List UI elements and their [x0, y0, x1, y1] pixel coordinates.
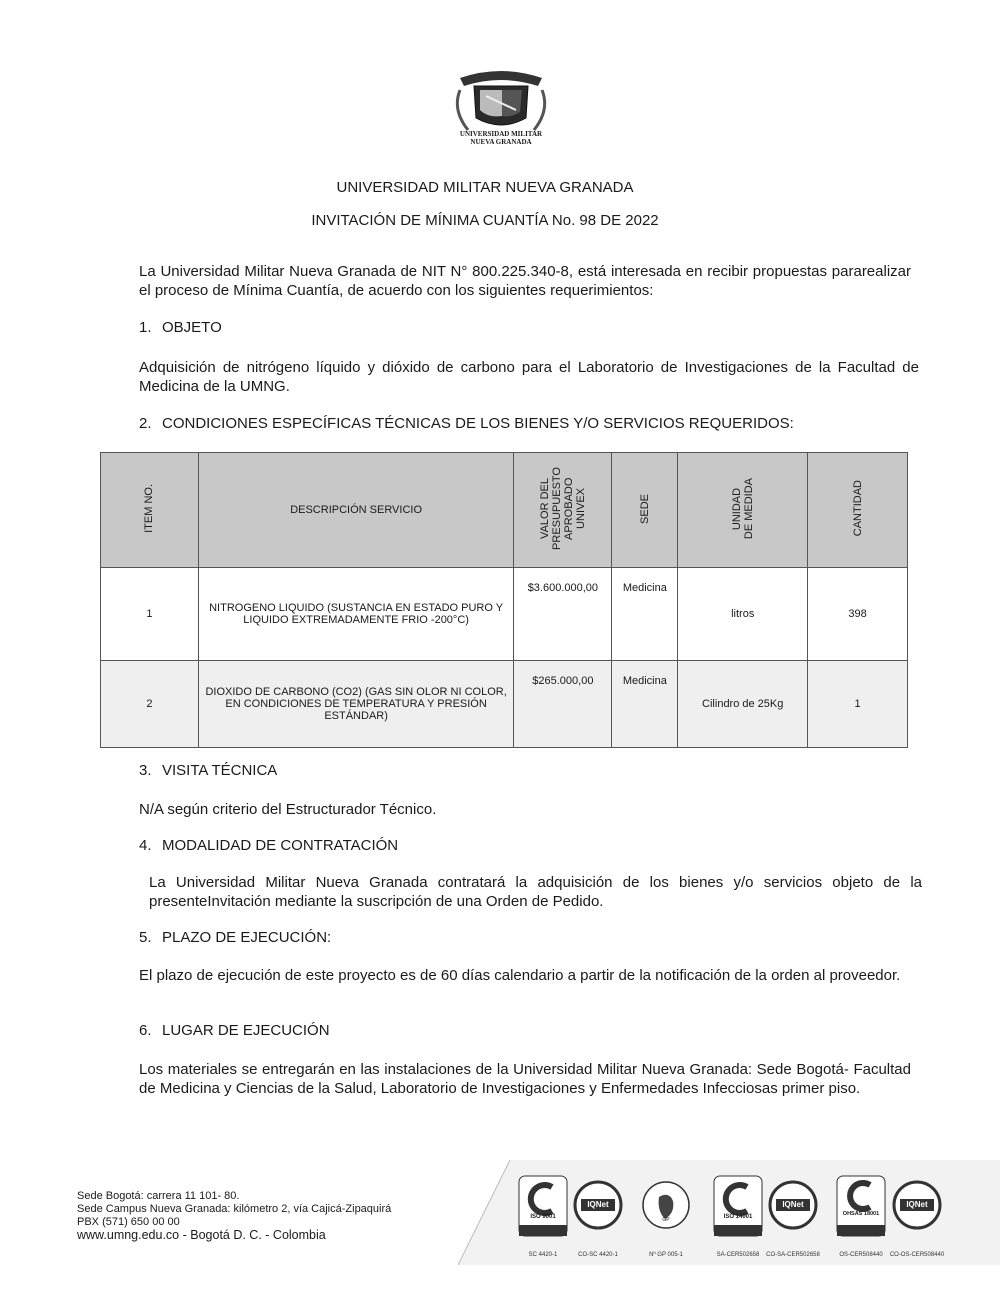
cell-unidad: litros	[678, 568, 808, 661]
cell-valor: $3.600.000,00	[514, 568, 612, 661]
ohsas-18001-icon: OHSAS 18001	[836, 1175, 886, 1237]
plazo-body: El plazo de ejecución de este proyecto es de 60 días calendario a partir de la notificación de la orden al proveedor.	[139, 967, 901, 984]
cert-code: CO-OS-CER508440	[889, 1252, 945, 1258]
iqnet-icon: IQNet	[573, 1175, 623, 1237]
cert-code: CO-SA-CER502658	[766, 1252, 820, 1258]
cell-sede: Medicina	[612, 661, 678, 748]
cell-unidad: Cilindro de 25Kg	[678, 661, 808, 748]
cell-item: 2	[101, 661, 199, 748]
cert-code: Nº GP 005-1	[649, 1252, 683, 1258]
section-visita: 3. VISITA TÉCNICA	[139, 762, 278, 779]
header-sede: SEDE	[612, 453, 678, 568]
header-item: ITEM NO.	[101, 453, 199, 568]
footer-line1: Sede Bogotá: carrera 11 101- 80.	[77, 1190, 240, 1202]
footer-website: www.umng.edu.co - Bogotá D. C. - Colombia	[77, 1228, 326, 1242]
footer-address	[77, 1190, 391, 1242]
section-condiciones: 2. CONDICIONES ESPECÍFICAS TÉCNICAS DE LOS BIENES Y/O SERVICIOS REQUERIDOS:	[139, 415, 794, 432]
cell-desc: NITROGENO LIQUIDO (SUSTANCIA EN ESTADO PURO Y LIQUIDO EXTREMADAMENTE FRIO -200°C)	[198, 568, 514, 661]
university-title: UNIVERSIDAD MILITAR NUEVA GRANADA	[336, 179, 634, 196]
section-modalidad: 4. MODALIDAD DE CONTRATACIÓN	[139, 837, 399, 854]
university-logo	[446, 60, 556, 155]
section-plazo: 5. PLAZO DE EJECUCIÓN:	[139, 929, 332, 946]
cell-desc: DIOXIDO DE CARBONO (CO2) (GAS SIN OLOR NI COLOR, EN CONDICIONES DE TEMPERATURA Y PRESIÓN ESTÁNDAR)	[198, 661, 514, 748]
table-row	[101, 568, 908, 661]
header-descripcion: DESCRIPCIÓN SERVICIO	[198, 453, 514, 568]
cell-valor: $265.000,00	[514, 661, 612, 748]
objeto-body: Adquisición de nitrógeno líquido y dióxido de carbono para el Laboratorio de Investigaciones de la Facultad de Medicina de la UMNG.	[139, 359, 919, 395]
intro-paragraph: La Universidad Militar Nueva Granada de NIT N° 800.225.340-8, está interesada en recibir propuestas pararealizar el proceso de Mínima Cuantía, de acuerdo con los siguientes requerimientos:	[139, 263, 911, 299]
iso-14001-icon: ISO 14001	[713, 1175, 763, 1237]
requirements-table	[100, 452, 908, 748]
invitation-title: INVITACIÓN DE MÍNIMA CUANTÍA No. 98 DE 2022	[311, 212, 659, 229]
header-cantidad: CANTIDAD	[808, 453, 908, 568]
iqnet-icon: IQNet	[892, 1175, 942, 1237]
gp-certificate-icon: GP	[641, 1175, 691, 1237]
logo-text-line1: UNIVERSIDAD MILITAR	[459, 130, 543, 138]
visita-body: N/A según criterio del Estructurador Técnico.	[139, 801, 437, 818]
cell-cantidad: 1	[808, 661, 908, 748]
footer-line2: Sede Campus Nueva Granada: kilómetro 2, vía Cajicá-Zipaquirá	[77, 1203, 392, 1215]
cert-code: CO-SC 4420-1	[578, 1252, 618, 1258]
cell-cantidad: 398	[808, 568, 908, 661]
cert-code: SA-CER502658	[716, 1252, 760, 1258]
section-objeto: 1. OBJETO	[139, 319, 222, 336]
cell-sede: Medicina	[612, 568, 678, 661]
footer-line3: PBX (571) 650 00 00	[77, 1216, 180, 1228]
cert-code: OS-CER508440	[839, 1252, 883, 1258]
iqnet-icon: IQNet	[768, 1175, 818, 1237]
header-valor: VALOR DEL PRESUPUESTO APROBADO UNIVEX	[514, 453, 612, 568]
logo-text-line2: NUEVA GRANADA	[470, 138, 532, 146]
modalidad-body: La Universidad Militar Nueva Granada contratará la adquisición de los bienes y/o servicios objeto de la presenteInvitación mediante la suscripción de una Orden de Pedido.	[149, 874, 922, 910]
cell-item: 1	[101, 568, 199, 661]
header-unidad: UNIDAD DE MEDIDA	[678, 453, 808, 568]
iso-9001-icon: ISO 9001	[518, 1175, 568, 1237]
table-row	[101, 661, 908, 748]
lugar-body: Los materiales se entregarán en las instalaciones de la Universidad Militar Nueva Granada: Sede Bogotá- Facultad de Medicina y Ciencias de la Salud, Laboratorio de Investigaciones y Enfermedades Infecciosas primer piso.	[139, 1061, 911, 1097]
cert-code: SC 4420-1	[528, 1252, 558, 1258]
section-lugar: 6. LUGAR DE EJECUCIÓN	[139, 1022, 330, 1039]
